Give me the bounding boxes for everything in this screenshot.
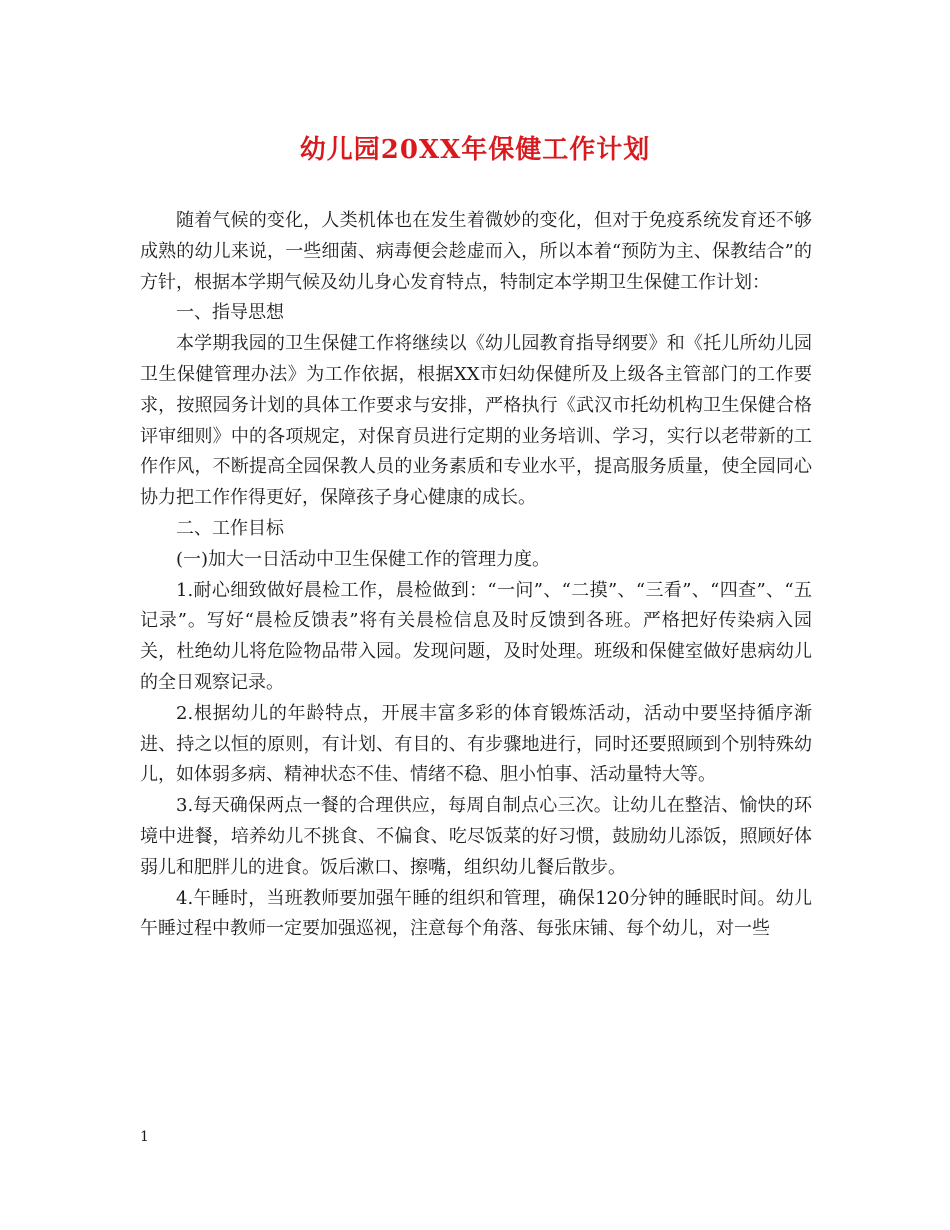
- subsection-heading-daily-management: (一)加大一日活动中卫生保健工作的管理力度。: [176, 548, 551, 570]
- item-meals: 3.每天确保两点一餐的合理供应，每周自制点心三次。让幼儿在整洁、愉快的环境中进餐，培养幼儿不挑食、不偏食、吃尽饭菜的好习惯，鼓励幼儿添饭，照顾好体弱儿和肥胖儿的进食。饭后漱口、擦嘴，组织幼儿餐后散步。: [140, 795, 812, 878]
- section-heading-work-goals: 二、工作目标: [176, 517, 284, 539]
- item-physical-activity: 2.根据幼儿的年龄特点，开展丰富多彩的体育锻炼活动，活动中要坚持循序渐进、持之以恒的原则，有计划、有目的、有步骤地进行，同时还要照顾到个别特殊幼儿，如体弱多病、精神状态不佳、情绪不稳、胆小怕事、活动量特大等。: [140, 702, 812, 786]
- item-morning-check: 1.耐心细致做好晨检工作，晨检做到：“一问”、“二摸”、“三看”、“四查”、“五记录”。写好“晨检反馈表”将有关晨检信息及时反馈到各班。严格把好传染病入园关，杜绝幼儿将危险物品带入园。发现问题，及时处理。班级和保健室做好患病幼儿的全日观察记录。: [140, 579, 812, 693]
- section-heading-guiding-ideas: 一、指导思想: [176, 302, 284, 324]
- document-body: [140, 206, 812, 945]
- document-title: 幼儿园20XX年保健工作计划: [299, 135, 651, 165]
- intro-paragraph: 随着气候的变化，人类机体也在发生着微妙的变化，但对于免疫系统发育还不够成熟的幼儿来说，一些细菌、病毒便会趁虚而入，所以本着“预防为主、保教结合”的方针，根据本学期气候及幼儿身心发育特点，特制定本学期卫生保健工作计划：: [140, 210, 812, 293]
- page-number: 1: [140, 1129, 149, 1145]
- item-nap-time: 4.午睡时，当班教师要加强午睡的组织和管理，确保120分钟的睡眠时间。幼儿午睡过程中教师一定要加强巡视，注意每个角落、每张床铺、每个幼儿，对一些: [140, 887, 812, 940]
- guiding-ideas-paragraph: 本学期我园的卫生保健工作将继续以《幼儿园教育指导纲要》和《托儿所幼儿园卫生保健管理办法》为工作依据，根据XX市妇幼保健所及上级各主管部门的工作要求，按照园务计划的具体工作要求与安排，严格执行《武汉市托幼机构卫生保健合格评审细则》中的各项规定，对保育员进行定期的业务培训、学习，实行以老带新的工作作风，不断提高全园保教人员的业务素质和专业水平，提高服务质量，使全园同心协力把工作作得更好，保障孩子身心健康的成长。: [140, 333, 812, 509]
